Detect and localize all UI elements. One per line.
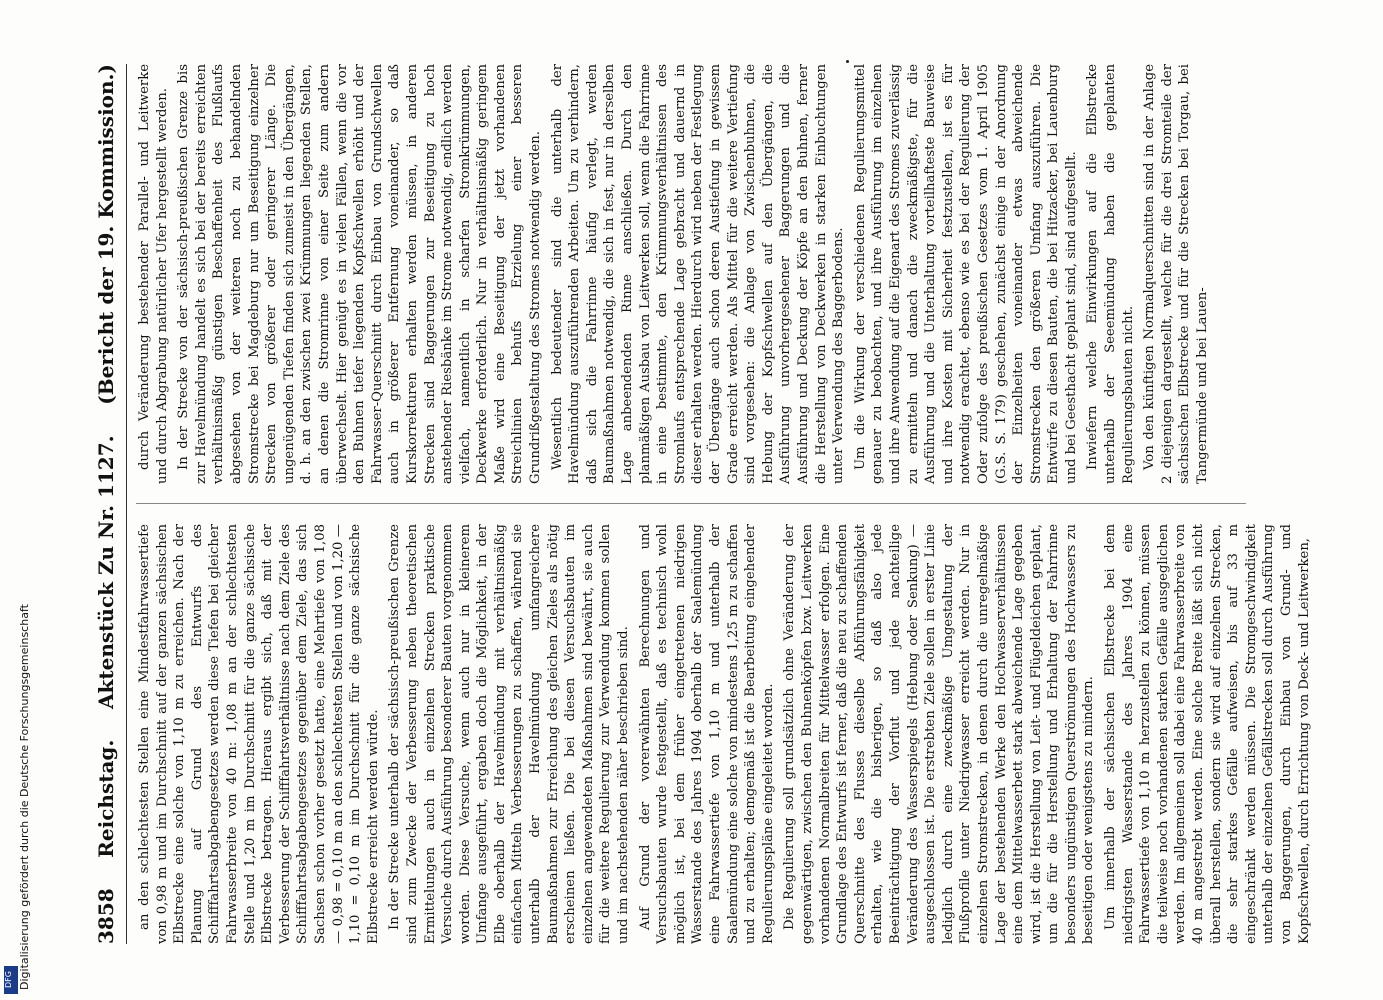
funding-note: Digitalisierung gefördert durch die Deutsche Forschungsgemeinschaft [18,604,31,990]
header-right: (Bericht der 19. Kommission.) [94,64,118,405]
paragraph: In der Strecke von der sächsisch-preußischen Grenze bis zur Havelmündung handelt es sich bei der bereits erreichten verhältnismäßig günstigen Beschaffenheit des Flußlaufs abgesehen von der weiteren noch zu behandelnden Stromstrecke bei Magdeburg nur um Beseitigung einzelner Strecken von größerer oder geringerer Länge. Die ungenügenden Tiefen finden sich zumeist in den Übergängen, d. h. an den zwischen zwei Krümmungen liegenden Stellen, an denen die Stromrinne von einer Seite zum andern überwechselt. Hier genügt es in vielen Fällen, wenn die vor den Buhnen tiefer liegenden Kopfschwellen erhöht und der Fahrwasser-Querschnitt durch Einbau von Grundschwellen auch in größerer Entfernung voneinander, so daß Kurskorrekturen erhalten werden müssen, in anderen Strecken sind Baggerungen zur Beseitigung zu hoch anstehender Riesbänke im Strome notwendig, endlich werden vielfach, namentlich in scharfen Stromkrümmungen, Deckwerke erforderlich. Nur in verhältnismäßig geringem Maße wird eine Beseitigung der jetzt vorhandenen Streichlinien behufs Erzielung einer besseren Grundrißgestaltung des Stromes notwendig werden. [176,64,544,484]
paragraph: Die Regulierung soll grundsätzlich ohne Veränderung der gegenwärtigen, zwischen den Buhnenköpfen bzw. Leitwerken vorhandenen Normalbreiten für Mittelwasser erfolgen. Eine Grundlage des Entwurfs ist ferner, daß die neu zu schaffenden Querschnitte des Flusses dieselbe Abführungsfähigkeit erhalten, wie die bisherigen, so daß also jede Beeinträchtigung der Vorflut und jede nachteilige Veränderung des Wasserspiegels (Hebung oder Senkung) — ausgeschlossen ist. Die erstrebten Ziele sollen in erster Linie lediglich durch eine zweckmäßige Umgestaltung der Flußprofile unter Niedrigwasser erreicht werden. Nur in einzelnen Stromstrecken, in denen durch die unregelmäßige Lage der bestehenden Werke den Hochwasserverhältnissen eine dem Mittelwasserbett stark abweichende Lage gegeben wird, ist die Herstellung von Leit- und Flügeldeichen geplant, um die für die Herstellung und Erhaltung der Fahrrinne besonders ungünstigen Querströmungen des Hochwassers zu beseitigen oder wenigstens zu mindern. [782,524,1097,944]
margin-strip [0,0,31,1000]
paragraph: Inwiefern welche Einwirkungen auf die Elbstrecke unterhalb der Seeemündung haben die geplanten Regulierungsbauten nicht. [1085,64,1136,484]
page-number: 3858 [94,888,118,944]
paragraph: In der Strecke unterhalb der sächsisch-preußischen Grenze sind zum Zwecke der Verbesserung neben theoretischen Ermittelungen auch in einzelnen Strecken praktische Versuche durch Ausführung besonderer Bauten vorgenommen worden. Diese Versuche, wenn auch nur in kleinerem Umfange ausgeführt, ergaben doch die Möglichkeit, in der Elbe oberhalb der Havelmündung mit verhältnismäßig einfachen Mitteln Verbesserungen zu schaffen, während sie unterhalb der Havelmündung umfangreichere Baumaßnahmen zur Erreichung des gleichen Zieles als nötig erscheinen ließen. Die bei diesen Versuchsbauten im einzelnen angewendeten Maßnahmen sind bewährt, sie auch für die weitere Regulierung zur Verwendung kommen sollen und im nachstehenden näher beschrieben sind. [387,524,632,944]
paragraph: durch Veränderung bestehender Parallel- und Leitwerke und durch Abgrabung natürlicher Ufer hergestellt werden. [137,64,170,484]
scanned-sheet [86,44,1312,964]
flipped-content [86,44,1312,964]
paragraph: Auf Grund der vorerwähnten Berechnungen und Versuchsbauten wurde festgestellt, daß es technisch wohl möglich ist, bei dem früher eingetretenen niedrigen Wasserstande des Jahres 1904 oberhalb der Saalemündung eine Fahrwassertiefe von 1,10 m und unterhalb der Saalemündung eine solche von mindestens 1,25 m zu schaffen und zu erhalten; demgemäß ist die Bearbeitung eingehender Regulierungspläne eingeleitet worden. [637,524,776,944]
paragraph: Um die Wirkung der verschiedenen Regulierungsmittel genauer zu beobachten, und ihre Ausführung im einzelnen und ihre Anwendung auf die Eigenart des Stromes zuverlässig zu ermitteln und danach die zweckmäßigste, für die Ausführung und die Unterhaltung vorteilhafteste Bauweise und ihre Kosten mit Sicherheit festzustellen, ist es für notwendig erachtet, ebenso wie es bei der Regulierung der Oder zufolge des preußischen Gesetzes vom 1. April 1905 (G.S. S. 179) geschehen, zunächst einige in der Anordnung der Einzelheiten voneinander etwas abweichende Stromstrecken den größeren Umfang auszuführen. Die Entwürfe zu diesen Bauten, die bei Hitzacker, bei Lauenburg und bei Geesthacht geplant sind, sind aufgestellt. [852,64,1079,484]
column-left [136,524,1312,944]
header-rule [126,64,127,944]
paragraph: an den schlechtesten Stellen eine Mindestfahrwassertiefe von 0,98 m und im Durchschnitt auf der ganzen sächsischen Elbstrecke eine solche von 1,10 m zu erreichen. Nach der Planung auf Grund des Entwurfs des Schifffahrtsabgabengesetzes werden diese Tiefen bei gleicher Fahrwasserbreite von 40 m: 1,08 m an der schlechtesten Stelle und 1,20 m im Durchschnitt für die ganze sächsische Elbstrecke betragen. Hieraus ergibt sich, daß mit der Verbesserung der Schifffahrtsverhältnisse nach dem Ziele des Schifffahrtsabgabengesetzes gegenüber dem Ziele, das sich Sachsen schon vorher gesetzt hatte, eine Mehrtiefe von 1,08 — 0,98 = 0,10 m an den schlechtesten Stellen und von 1,20 — 1,10 = 0,10 m im Durchschnitt für die ganze sächsische Elbstrecke erreicht werden würde. [137,524,381,944]
paragraph: Wesentlich bedeutender sind die unterhalb der Havelmündung auszuführenden Arbeiten. Um zu verhindern, daß sich die Fahrrinne häufig verlegt, werden Baumaßnahmen notwendig, die sich in fest, nur in derselben Lage anbeendenden Rinne anschließen. Durch den planmäßigen Ausbau von Leitwerken soll, wenn die Fahrrinne in eine bestimmte, den Krümmungsverhältnissen des Stromlaufs entsprechende Lage gebracht und dauernd in dieser erhalten werden. Hierdurch wird neben der Festlegung der Übergänge auch schon deren Austiefung in gewissem Grade erreicht werden. Als Mittel für die weitere Vertiefung sind vorgesehen: die Anlage von Zwischenbuhnen, die Hebung der Kopfschwellen auf den Übergängen, die Ausführung unvorhergesehener Baggerungen und die Ausführung und Deckung der Köpfe an den Buhnen, ferner die Herstellung von Deckwerken in starken Einbuchtungen unter Verwendung des Baggerbodens. [549,64,847,484]
header-left: Reichstag. [94,739,118,858]
dfg-logo: DFG [4,966,18,994]
rotated-content [86,44,1312,964]
running-header [94,64,124,944]
column-right [136,64,1256,484]
header-center: Aktenstück Zu Nr. 1127. [94,435,118,709]
column-divider [136,503,1246,504]
paragraph: Um innerhalb der sächsischen Elbstrecke bei dem niedrigsten Wasserstande des Jahres 1904 eine Fahrwassertiefe von 1,10 m herzustellen zu können, müssen die teilweise noch vorhandenen starken Gefälle ausgeglichen werden. Im allgemeinen soll dabei eine Fahrwasserbreite von 40 m angestrebt werden. Eine solche Breite läßt sich nicht überall herstellen, sondern sie wird auf einzelnen Strecken, die sehr starkes Gefälle aufweisen, bis auf 33 m eingeschränkt werden müssen. Die Stromgeschwindigkeit unterhalb der einzelnen Gefällstrecken soll durch Ausführung von Baggerungen, durch Einbau von Grund- und Kopfschwellen, durch Errichtung von Deck- und Leitwerken, [1103,524,1312,944]
paragraph: Von den künftigen Normalquerschnitten sind in der Anlage 2 diejenigen dargestellt, welche für die drei Stromteile der sächsischen Elbstrecke und für die Strecken bei Torgau, bei Tangermünde und bei Lauen- [1142,64,1211,484]
